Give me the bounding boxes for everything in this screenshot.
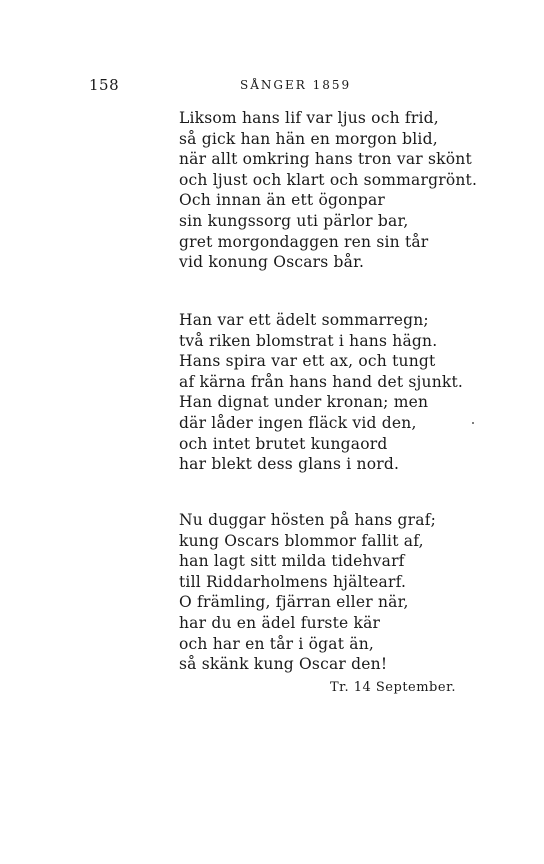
poem-line: där låder ingen fläck vid den, <box>179 413 417 432</box>
poem-line: af kärna från hans hand det sjunkt. <box>179 372 464 391</box>
poem-line: har blekt dess glans i nord. <box>179 455 400 474</box>
poem-line: Hans spira var ett ax, och tungt <box>179 352 436 371</box>
running-head: SÅNGER 1859 <box>240 78 352 92</box>
poem-line: har du en ädel furste kär <box>179 613 381 632</box>
poem-line: så skänk kung Oscar den! <box>179 655 388 674</box>
poem-line: sin kungssorg uti pärlor bar, <box>179 211 409 230</box>
poem-line: och ljust och klart och sommargrönt. <box>179 170 478 189</box>
poem-line: kung Oscars blommor fallit af, <box>179 531 424 550</box>
date-line: Tr. 14 September. <box>330 680 456 695</box>
poem-line: och intet brutet kungaord <box>179 434 388 453</box>
poem-line: när allt omkring hans tron var skönt <box>179 150 472 169</box>
poem-stanza-3 <box>179 510 436 675</box>
poem-line: och har en tår i ögat än, <box>179 634 375 653</box>
poem-line: han lagt sitt milda tidehvarf <box>179 552 405 571</box>
poem-line: två riken blomstrat i hans hägn. <box>179 331 438 350</box>
poem-line: till Riddarholmens hjältearf. <box>179 572 407 591</box>
poem-line: O främling, fjärran eller när, <box>179 593 409 612</box>
poem-stanza-1 <box>179 108 477 273</box>
poem-line: Och innan än ett ögonpar <box>179 191 386 210</box>
poem-line: Liksom hans lif var ljus och frid, <box>179 109 439 127</box>
page-number: 158 <box>89 76 120 94</box>
poem-line: så gick han hän en morgon blid, <box>179 129 438 148</box>
poem-line: Han dignat under kronan; men <box>179 393 429 412</box>
poem-line: gret morgondaggen ren sin tår <box>179 232 429 251</box>
poem-line: Nu duggar hösten på hans graf; <box>179 511 437 529</box>
poem-line: Han var ett ädelt sommarregn; <box>179 311 429 329</box>
poem-stanza-2 <box>179 310 463 475</box>
poem-line: vid konung Oscars bår. <box>179 253 365 272</box>
scan-speck <box>472 422 474 424</box>
